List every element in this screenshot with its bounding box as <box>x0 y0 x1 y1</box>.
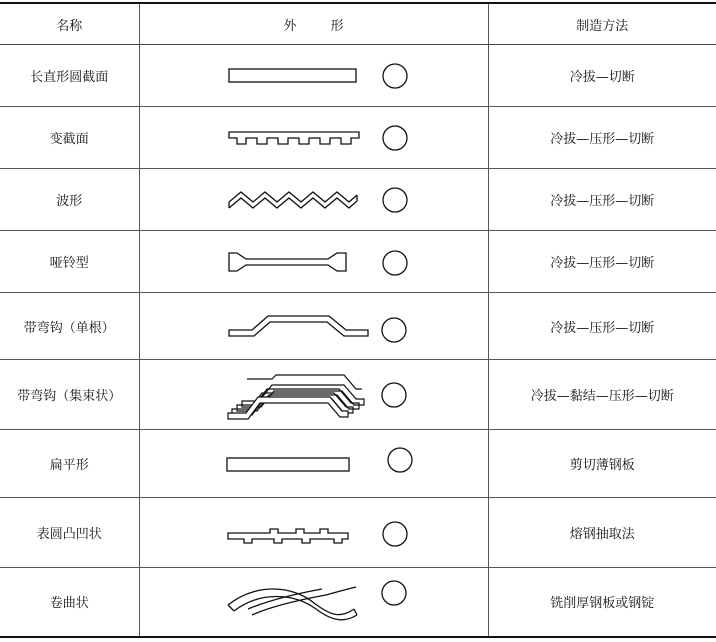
row-method: 剪切薄钢板 <box>488 430 716 498</box>
header-method: 制造方法 <box>488 3 716 45</box>
table-row <box>0 360 716 430</box>
table-row <box>0 430 716 498</box>
table-row <box>0 45 716 107</box>
row-method: 冷拔—压形—切断 <box>488 293 716 360</box>
row-name: 哑铃型 <box>0 231 139 293</box>
header-shape-char-2: 形 <box>330 18 344 34</box>
table-row <box>0 293 716 360</box>
row-name: 长直形圆截面 <box>0 45 139 107</box>
row-method: 冷拔—压形—切断 <box>488 231 716 293</box>
row-name: 表圆凸凹状 <box>0 498 139 568</box>
table-row <box>0 568 716 637</box>
straight-round-rod-icon <box>144 56 484 96</box>
header-name: 名称 <box>0 3 139 45</box>
indented-surface-icon <box>144 511 484 555</box>
row-name: 波形 <box>0 169 139 231</box>
header-shape-char-1: 外 <box>283 18 297 34</box>
row-name: 带弯钩（集束状） <box>0 360 139 430</box>
table-row <box>0 498 716 568</box>
table-header <box>0 3 716 45</box>
wave-icon <box>144 180 484 220</box>
hooked-bundle-icon <box>144 369 484 421</box>
table-row <box>0 231 716 293</box>
row-method: 冷拔—黏结—压形—切断 <box>488 360 716 430</box>
notched-bar-icon <box>144 118 484 158</box>
twisted-icon <box>144 579 484 625</box>
table-row <box>0 107 716 169</box>
hooked-single-icon <box>144 304 484 348</box>
row-method: 冷拔—压形—切断 <box>488 169 716 231</box>
header-shape <box>139 3 488 45</box>
row-name: 卷曲状 <box>0 568 139 637</box>
row-name: 带弯钩（单根） <box>0 293 139 360</box>
fiber-shape-table <box>0 2 716 638</box>
row-method: 铣削厚钢板或钢锭 <box>488 568 716 637</box>
row-name: 扁平形 <box>0 430 139 498</box>
row-name: 变截面 <box>0 107 139 169</box>
dumbbell-icon <box>144 242 484 282</box>
row-method: 冷拔—切断 <box>488 45 716 107</box>
flat-bar-icon <box>144 444 484 484</box>
row-method: 熔钢抽取法 <box>488 498 716 568</box>
row-method: 冷拔—压形—切断 <box>488 107 716 169</box>
table-row <box>0 169 716 231</box>
